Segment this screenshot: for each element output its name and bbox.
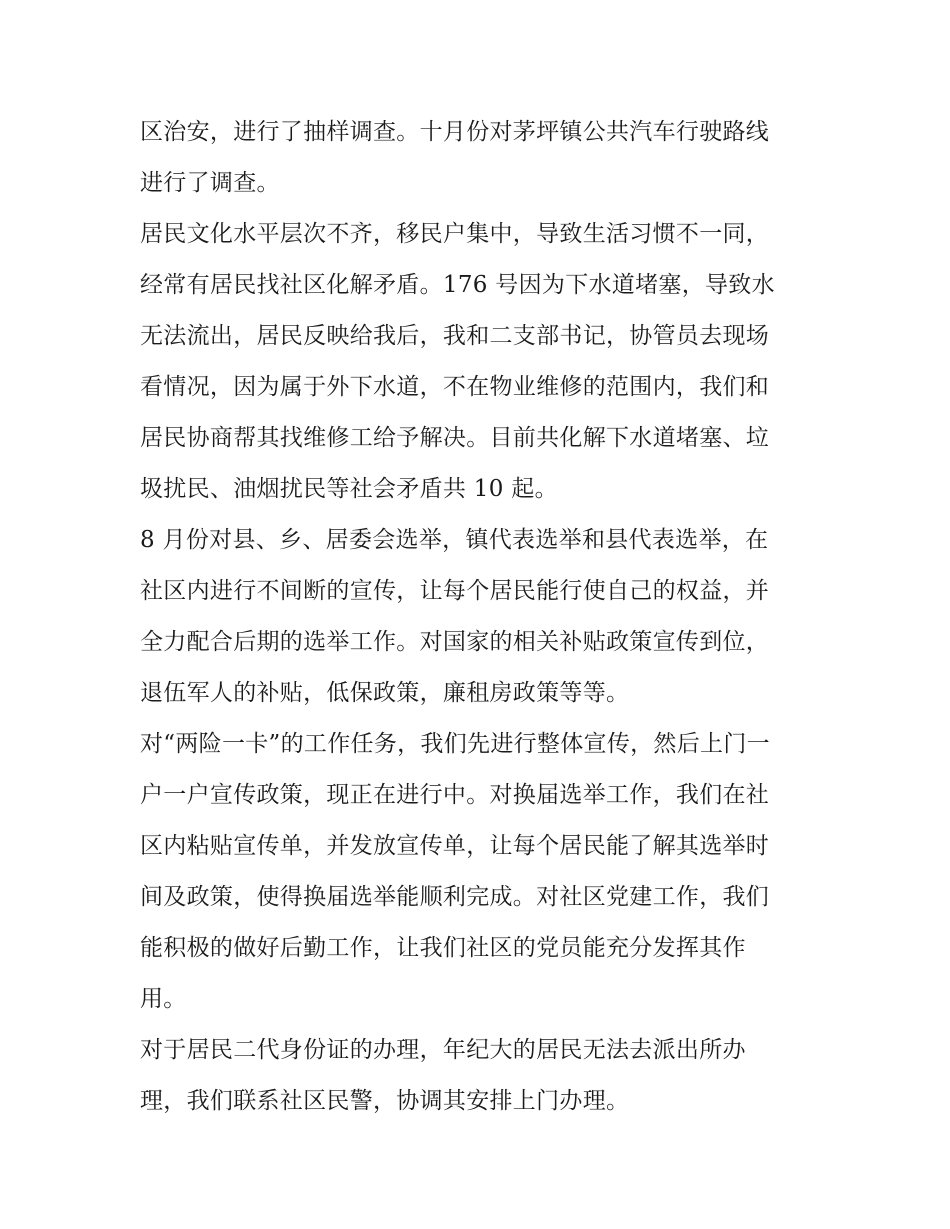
paragraph-1 [140,107,820,209]
text-line: 户一户宣传政策，现正在进行中。对换届选举工作，我们在社 [140,782,770,808]
text-line: 用。 [140,986,187,1012]
text-line: 理，我们联系社区民警，协调其安排上门办理。 [140,1088,630,1114]
text-line: 进行了调查。 [140,170,280,196]
paragraph-5 [140,1025,820,1127]
text-line: 区内粘贴宣传单，并发放宣传单，让每个居民能了解其选举时 [140,833,770,859]
text-line: 经常有居民找社区化解矛盾。176 号因为下水道堵塞，导致水 [140,272,775,298]
text-line: 全力配合后期的选举工作。对国家的相关补贴政策宣传到位， [140,629,770,655]
text-line: 居民协商帮其找维修工给予解决。目前共化解下水道堵塞、垃 [140,425,770,451]
text-line: 无法流出，居民反映给我后，我和二支部书记，协管员去现场 [140,323,770,349]
text-line: 对于居民二代身份证的办理，年纪大的居民无法去派出所办 [140,1037,746,1063]
text-line: 对“两险一卡”的工作任务，我们先进行整体宣传，然后上门一 [140,731,770,757]
text-line: 间及政策，使得换届选举能顺利完成。对社区党建工作，我们 [140,884,770,910]
text-line: 区治安，进行了抽样调查。十月份对茅坪镇公共汽车行驶路线 [140,119,770,145]
text-line: 社区内进行不间断的宣传，让每个居民能行使自己的权益，并 [140,578,770,604]
paragraph-4 [140,719,820,1025]
paragraph-3 [140,515,820,719]
document-body [140,107,820,1127]
text-line: 能积极的做好后勤工作，让我们社区的党员能充分发挥其作 [140,935,746,961]
text-line: 退伍军人的补贴，低保政策，廉租房政策等等。 [140,680,630,706]
text-line: 圾扰民、油烟扰民等社会矛盾共 10 起。 [140,476,558,502]
paragraph-2 [140,209,820,515]
text-line: 看情况，因为属于外下水道，不在物业维修的范围内，我们和 [140,374,770,400]
text-line: 居民文化水平层次不齐，移民户集中，导致生活习惯不一同， [140,221,770,247]
text-line: 8 月份对县、乡、居委会选举，镇代表选举和县代表选举，在 [140,527,769,553]
